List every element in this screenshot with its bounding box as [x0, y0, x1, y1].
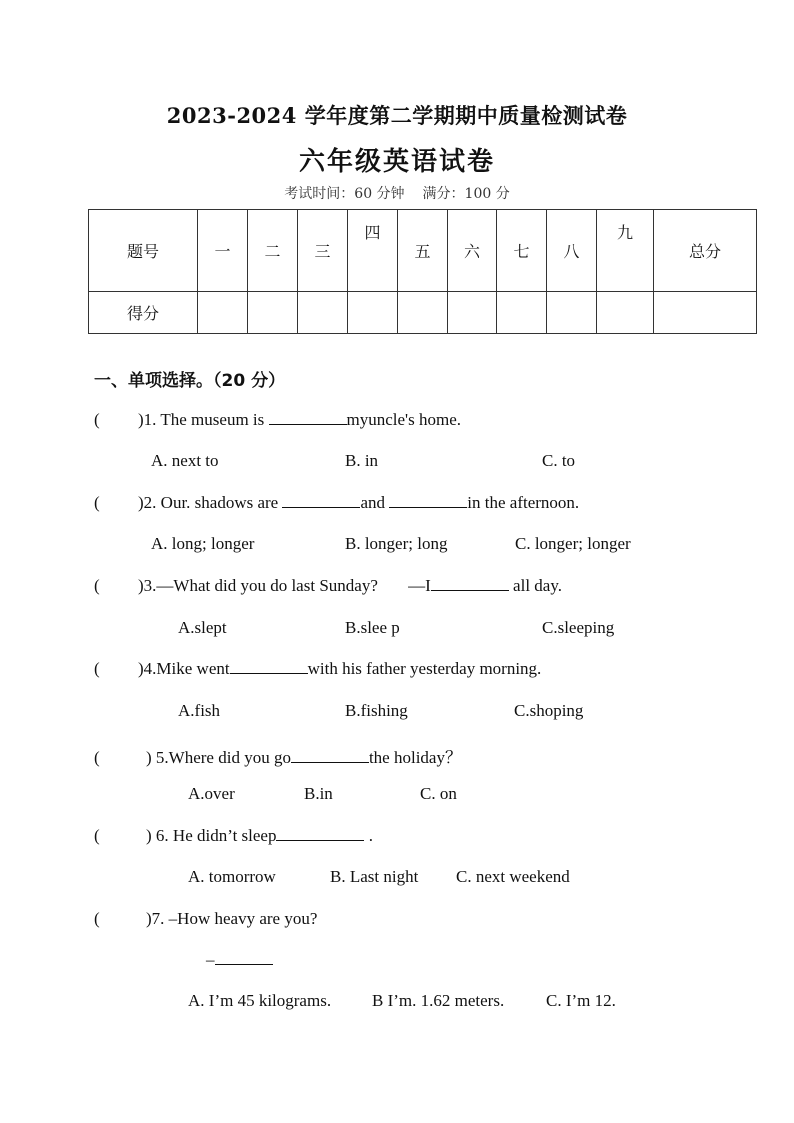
score-table-cell: 八 — [547, 210, 597, 292]
score-table-cell: 六 — [448, 210, 497, 292]
option-b[interactable]: B. Last night — [330, 867, 419, 886]
question-text: with his father yesterday morning. — [307, 659, 542, 678]
score-table-cell: 三 — [298, 210, 348, 292]
question-number: 6. — [155, 826, 169, 845]
score-input-cell[interactable] — [398, 292, 448, 334]
answer-blank[interactable] — [282, 493, 360, 508]
answer-paren-open[interactable]: ( — [94, 410, 100, 429]
question-number: 3. — [143, 576, 157, 595]
question-number: 7. — [151, 909, 165, 928]
score-input-cell[interactable] — [497, 292, 547, 334]
answer-paren-close: ) — [146, 826, 152, 845]
option-b[interactable]: B I’m. 1.62 meters. — [372, 991, 505, 1010]
question-number: 4. — [143, 659, 157, 678]
question-text: myuncle's home. — [346, 410, 461, 429]
score-input-cell[interactable] — [547, 292, 597, 334]
answer-paren-close: ) — [138, 659, 144, 678]
score-table-cell: 九 — [597, 210, 654, 292]
score-table-cell: 七 — [497, 210, 547, 292]
question-2 — [94, 493, 579, 513]
question-text: . — [364, 826, 373, 845]
question-number: 1. — [143, 410, 157, 429]
answer-blank[interactable] — [215, 950, 273, 965]
answer-paren-open[interactable]: ( — [94, 493, 100, 512]
answer-blank[interactable] — [276, 826, 364, 841]
score-input-cell[interactable] — [348, 292, 398, 334]
exam-title: 2023-2024 学年度第二学期期中质量检测试卷 — [166, 103, 628, 128]
option-b[interactable]: B. in — [345, 451, 379, 470]
question-1 — [94, 410, 461, 430]
answer-paren-open[interactable]: ( — [94, 748, 100, 767]
answer-paren-close: ) — [138, 493, 144, 512]
score-table-cell: 四 — [348, 210, 398, 292]
question-text: —What did you do last Sunday? — [156, 576, 378, 595]
answer-paren-open[interactable]: ( — [94, 576, 100, 595]
answer-paren-open[interactable]: ( — [94, 826, 100, 845]
question-6 — [94, 826, 373, 846]
option-b[interactable]: B. longer; long — [345, 534, 448, 553]
question-text: He didn’t sleep — [172, 826, 277, 845]
answer-paren-close: ) — [138, 410, 144, 429]
score-table-cell: 五 — [398, 210, 448, 292]
question-text: the holiday？ — [368, 748, 462, 767]
score-table-cell: 二 — [248, 210, 298, 292]
answer-paren-close: ) — [138, 576, 144, 595]
score-row-label: 得分 — [89, 292, 198, 334]
score-input-cell[interactable] — [248, 292, 298, 334]
question-text: –How heavy are you? — [168, 909, 318, 928]
exam-info — [0, 183, 794, 203]
answer-blank[interactable] — [431, 576, 509, 591]
option-a[interactable]: A. next to — [151, 451, 219, 470]
question-3 — [94, 576, 562, 596]
option-c[interactable]: C. on — [420, 784, 457, 803]
question-text: Mike went — [156, 659, 230, 678]
score-input-cell[interactable] — [298, 292, 348, 334]
answer-blank[interactable] — [230, 659, 308, 674]
answer-line — [206, 950, 273, 970]
score-table — [88, 209, 757, 334]
exam-time: 考试时间：60 分钟 — [284, 186, 405, 202]
option-c[interactable]: C. next weekend — [456, 867, 570, 886]
exam-subtitle: 六年级英语试卷 — [298, 147, 495, 177]
score-table-cell: 题号 — [89, 210, 198, 292]
question-number: 5. — [155, 748, 169, 767]
option-a[interactable]: A.over — [188, 784, 235, 803]
score-table-header-row — [89, 210, 757, 292]
option-a[interactable]: A. I’m 45 kilograms. — [188, 991, 332, 1010]
question-5 — [94, 743, 462, 768]
score-input-cell[interactable] — [448, 292, 497, 334]
question-text: Our. shadows are — [160, 493, 283, 512]
score-table-cell: 总分 — [654, 210, 757, 292]
score-input-cell[interactable] — [597, 292, 654, 334]
answer-blank[interactable] — [291, 748, 369, 763]
score-table-cell: 一 — [198, 210, 248, 292]
option-b[interactable]: B.in — [304, 784, 333, 803]
option-a[interactable]: A. long; longer — [151, 534, 255, 553]
option-c[interactable]: C. to — [542, 451, 576, 470]
answer-paren-open[interactable]: ( — [94, 909, 100, 928]
score-input-cell[interactable] — [198, 292, 248, 334]
option-c[interactable]: C.sleeping — [542, 618, 615, 637]
answer-paren-open[interactable]: ( — [94, 659, 100, 678]
option-a[interactable]: A. tomorrow — [188, 867, 276, 886]
question-text: Where did you go — [168, 748, 291, 767]
option-b[interactable]: B.slee p — [345, 618, 400, 637]
question-text: The museum is — [160, 410, 269, 429]
score-input-cell[interactable] — [654, 292, 757, 334]
option-c[interactable]: C.shoping — [514, 701, 584, 720]
answer-blank[interactable] — [389, 493, 467, 508]
option-c[interactable]: C. I’m 12. — [546, 991, 616, 1010]
question-7 — [94, 909, 317, 929]
exam-full-score: 满分：100 分 — [422, 186, 510, 202]
question-text: —I — [408, 576, 431, 595]
question-text: all day. — [513, 576, 562, 595]
option-c[interactable]: C. longer; longer — [515, 534, 631, 553]
answer-paren-close: ) — [146, 909, 152, 928]
answer-blank[interactable] — [269, 410, 347, 425]
question-text: in the afternoon. — [467, 493, 580, 512]
question-text: and — [360, 493, 390, 512]
answer-paren-close: ) — [146, 748, 152, 767]
option-a[interactable]: A.fish — [178, 701, 221, 720]
option-b[interactable]: B.fishing — [345, 701, 408, 720]
section-title: 一、单项选择。（20 分） — [94, 371, 286, 391]
option-a[interactable]: A.slept — [178, 618, 227, 637]
score-table-score-row — [89, 292, 757, 334]
question-4 — [94, 659, 541, 679]
answer-dash: – — [206, 950, 215, 969]
question-number: 2. — [143, 493, 157, 512]
